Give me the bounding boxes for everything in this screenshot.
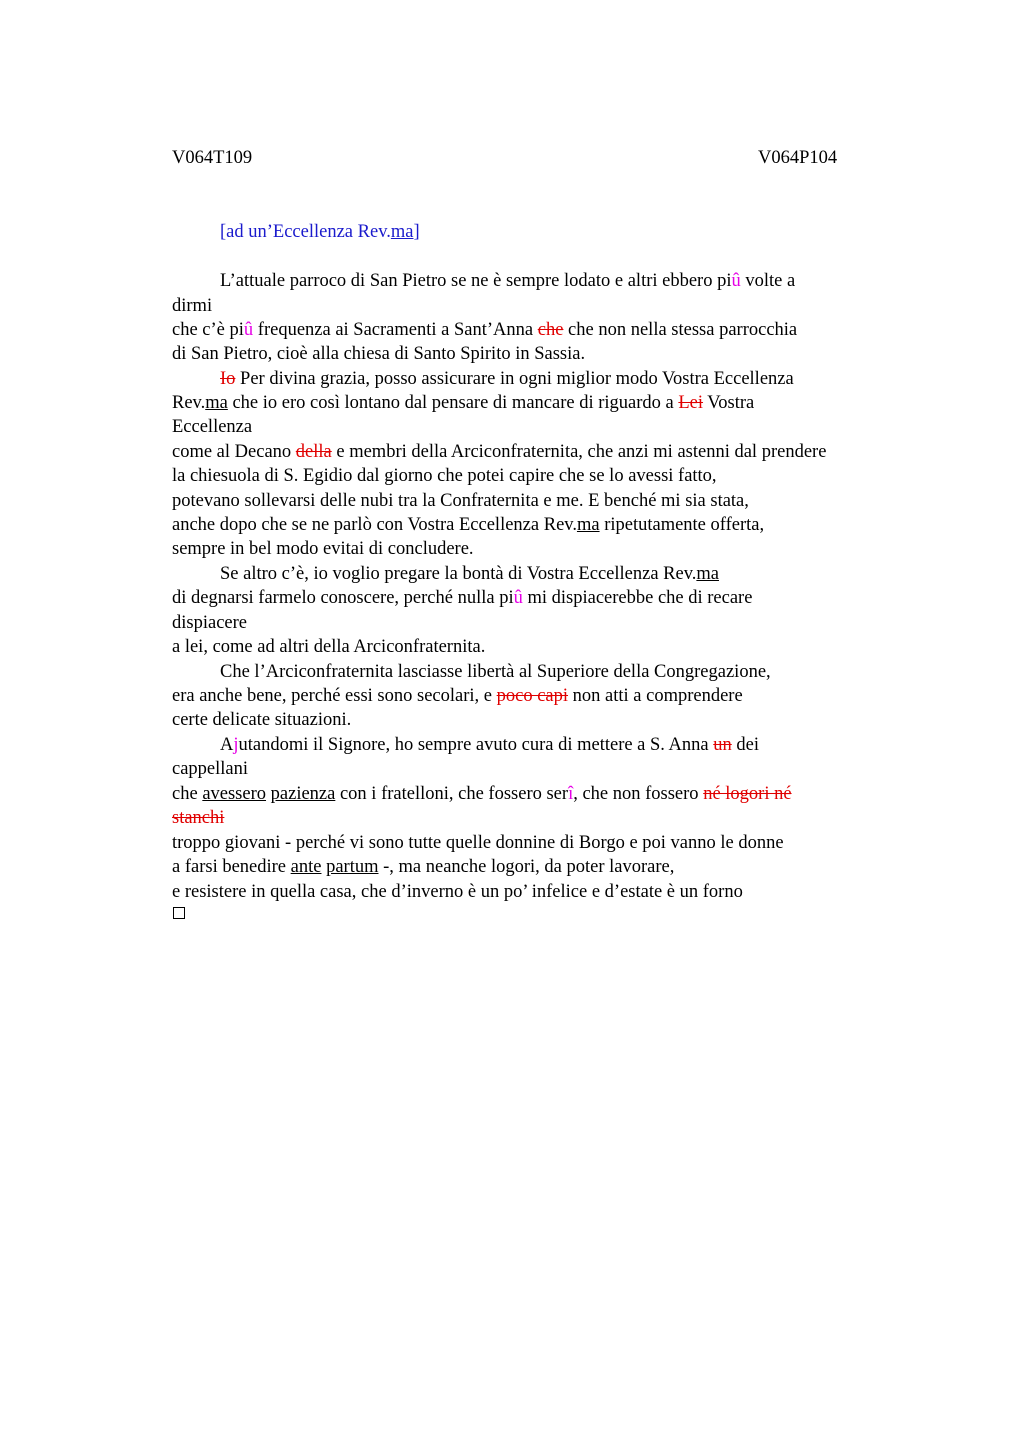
text-line-22: che avessero pazienza con i fratelloni, che fossero serî, che non fossero né logori né [172,784,792,804]
header-right-code: V064P104 [758,148,838,168]
text-line-1: L’attuale parroco di San Pietro se ne è sempre lodato e altri ebbero piû volte a [220,271,796,291]
text-line-11: anche dopo che se ne parlò con Vostra Eccellenza Rev.ma ripetutamente offerta, [172,515,765,535]
text-line-21: cappellani [172,759,249,779]
letter-heading: [ad un’Eccellenza Rev.ma] [220,222,420,242]
text-line-25: a farsi benedire ante partum -, ma neanche logori, da poter lavorare, [172,857,675,877]
text-line-24: troppo giovani - perché vi sono tutte quelle donnine di Borgo e poi vanno le donne [172,833,784,853]
text-line-15: dispiacere [172,613,247,633]
text-line-17: Che l’Arciconfraternita lasciasse libertà al Superiore della Congregazione, [220,662,771,682]
text-line-3: che c’è piû frequenza ai Sacramenti a Sant’Anna che che non nella stessa parrocchia [172,320,798,340]
empty-square-icon [173,907,185,919]
text-line-10: potevano sollevarsi delle nubi tra la Confraternita e me. E benché mi sia stata, [172,491,749,511]
text-line-4: di San Pietro, cioè alla chiesa di Santo Spirito in Sassia. [172,344,586,364]
text-line-20: Ajutandomi il Signore, ho sempre avuto cura di mettere a S. Anna un dei [220,735,759,755]
text-line-18: era anche bene, perché essi sono secolari, e poco capi non atti a comprendere [172,686,743,706]
text-line-13: Se altro c’è, io voglio pregare la bontà di Vostra Eccellenza Rev.ma [220,564,719,584]
text-line-23: stanchi [172,808,225,828]
text-line-8: come al Decano della e membri della Arciconfraternita, che anzi mi astenni dal prendere [172,442,827,462]
text-line-16: a lei, come ad altri della Arciconfraternita. [172,637,486,657]
header-left-code: V064T109 [172,148,253,168]
text-line-26: e resistere in quella casa, che d’inverno è un po’ infelice e d’estate è un forno [172,882,743,902]
text-line-5: Io Per divina grazia, posso assicurare in ogni miglior modo Vostra Eccellenza [220,369,794,389]
text-line-9: la chiesuola di S. Egidio dal giorno che potei capire che se lo avessi fatto, [172,466,717,486]
text-line-6: Rev.ma che io ero così lontano dal pensare di mancare di riguardo a Lei Vostra [172,393,755,413]
text-line-19: certe delicate situazioni. [172,710,352,730]
text-line-14: di degnarsi farmelo conoscere, perché nulla piû mi dispiacerebbe che di recare [172,588,753,608]
text-line-12: sempre in bel modo evitai di concludere. [172,539,474,559]
text-line-2: dirmi [172,296,213,316]
text-line-7: Eccellenza [172,417,253,437]
